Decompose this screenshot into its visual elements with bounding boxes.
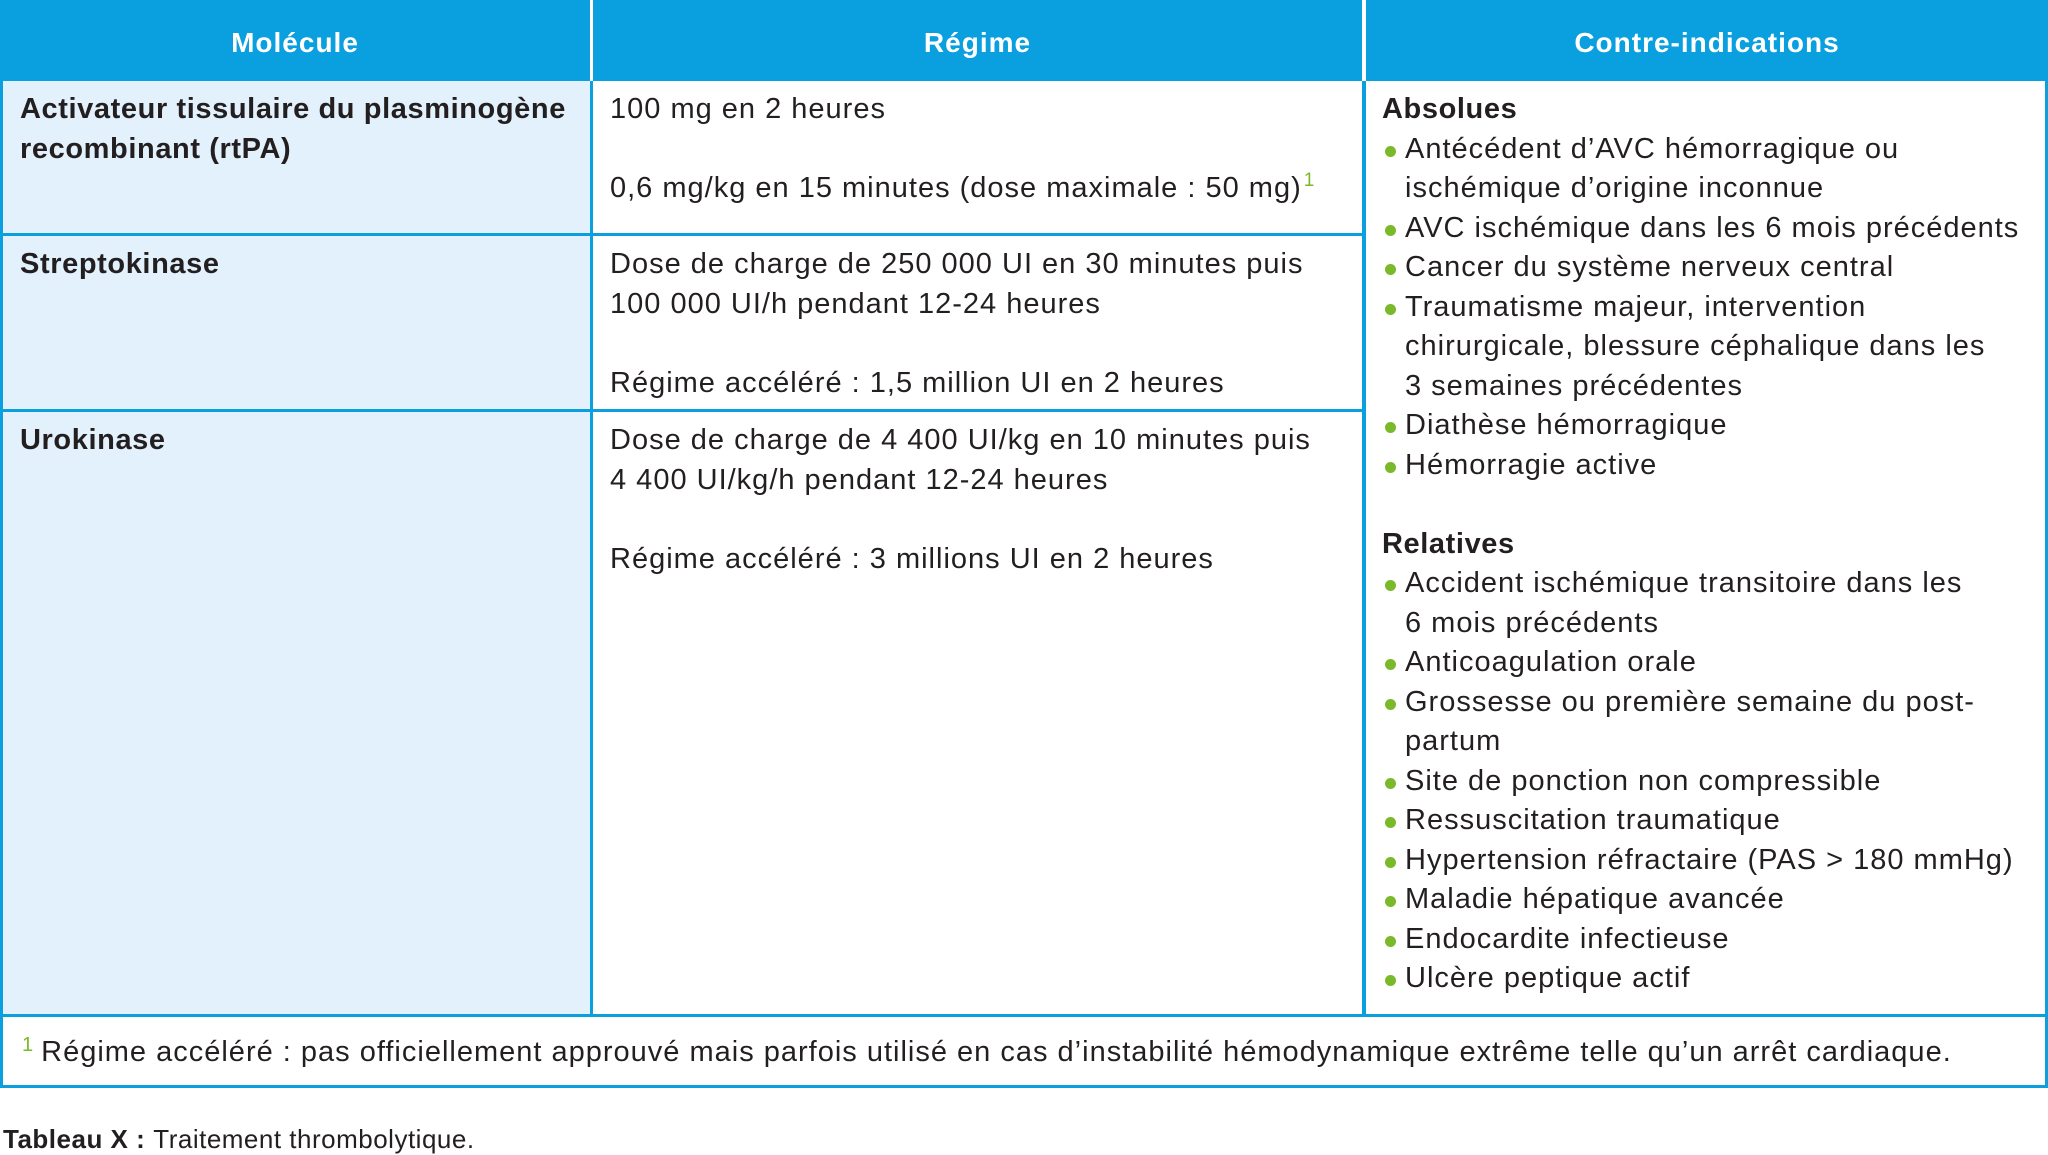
- list-item: [1382, 643, 2037, 683]
- bullet-icon: [1385, 936, 1396, 947]
- list-item-text: Ressuscitation traumatique: [1405, 804, 1781, 836]
- list-item-text: Accident ischémique transitoire dans les 6 mois précédents: [1405, 567, 1963, 639]
- molecule-name: Activateur tissulaire du plasminogène recombinant (rtPA): [20, 93, 566, 165]
- bullet-icon: [1385, 778, 1396, 789]
- list-item: [1382, 130, 2037, 209]
- list-item: [1382, 920, 2037, 960]
- regime-line: [610, 169, 1345, 209]
- section-title: Absolues: [1382, 93, 1518, 125]
- header-regime: Régime: [593, 0, 1362, 81]
- list-item: [1382, 248, 2037, 288]
- contraindication-list: [1382, 130, 2037, 486]
- footnote-text: Régime accéléré : pas officiellement approuvé mais parfois utilisé en cas d’instabilité hémodynamique extrême telle qu’un arrêt cardiaque.: [41, 1036, 1952, 1068]
- bullet-icon: [1385, 146, 1396, 157]
- list-item-text: Grossesse ou première semaine du post-partum: [1405, 685, 1975, 757]
- table-caption: [3, 1124, 475, 1154]
- relative-contraindications: [1382, 525, 2037, 999]
- molecule-name: Streptokinase: [20, 248, 220, 280]
- regime-line: 100 mg en 2 heures: [610, 93, 886, 125]
- bullet-icon: [1385, 422, 1396, 433]
- caption-label: Tableau X :: [3, 1124, 146, 1154]
- bullet-icon: [1385, 659, 1396, 670]
- table-footnote: [3, 1017, 2045, 1085]
- contraindications-cell: [1366, 81, 2045, 1014]
- molecule-cell-rtpa: [3, 81, 590, 233]
- caption-text: Traitement thrombolytique.: [153, 1124, 475, 1154]
- bullet-icon: [1385, 699, 1396, 710]
- list-item-text: Ulcère peptique actif: [1405, 962, 1691, 994]
- list-item: [1382, 841, 2037, 881]
- bullet-icon: [1385, 975, 1396, 986]
- footnote-reference: 1: [1303, 170, 1315, 191]
- absolute-contraindications: [1382, 90, 2037, 485]
- list-item-text: Endocardite infectieuse: [1405, 922, 1730, 955]
- section-title: Relatives: [1382, 527, 1515, 560]
- regime-cell-urokinase: [593, 412, 1362, 1014]
- bullet-icon: [1385, 462, 1396, 473]
- header-molecule: Molécule: [0, 0, 590, 81]
- list-item-text: AVC ischémique dans les 6 mois précédents: [1405, 211, 2020, 244]
- bullet-icon: [1385, 896, 1396, 907]
- bullet-icon: [1385, 225, 1396, 236]
- bullet-icon: [1385, 817, 1396, 828]
- list-item: [1382, 406, 2037, 446]
- list-item-text: Cancer du système nerveux central: [1405, 251, 1895, 283]
- footnote-marker: 1: [22, 1034, 34, 1056]
- list-item-text: Maladie hépatique avancée: [1405, 883, 1785, 915]
- list-item-text: Site de ponction non compressible: [1405, 764, 1882, 797]
- regime-cell-rtpa: [593, 81, 1362, 233]
- list-item: [1382, 762, 2037, 802]
- list-item-text: Hémorragie active: [1405, 448, 1658, 481]
- list-item-text: Antécédent d’AVC hémorragique ou ischémique d’origine inconnue: [1405, 132, 1900, 204]
- regime-cell-streptokinase: [593, 236, 1362, 409]
- bullet-icon: [1385, 264, 1396, 275]
- list-item: [1382, 564, 2037, 643]
- list-item: [1382, 446, 2037, 486]
- table-header-row: [0, 0, 2048, 81]
- molecule-cell-urokinase: [3, 412, 590, 1014]
- header-contraindications: Contre-indications: [1366, 0, 2048, 81]
- regime-text: 0,6 mg/kg en 15 minutes (dose maximale : 50 mg): [610, 172, 1302, 204]
- list-item: [1382, 959, 2037, 999]
- bullet-icon: [1385, 304, 1396, 315]
- contraindication-list: [1382, 564, 2037, 999]
- list-item: [1382, 288, 2037, 407]
- regime-line: Dose de charge de 4 400 UI/kg en 10 minutes puis 4 400 UI/kg/h pendant 12-24 heures: [610, 424, 1311, 496]
- list-item: [1382, 801, 2037, 841]
- list-item-text: Anticoagulation orale: [1405, 646, 1697, 678]
- list-item: [1382, 209, 2037, 249]
- list-item-text: Diathèse hémorragique: [1405, 409, 1728, 441]
- list-item-text: Traumatisme majeur, intervention chirurgicale, blessure céphalique dans les 3 semaines précédentes: [1405, 290, 1986, 402]
- list-item: [1382, 683, 2037, 762]
- regime-line: Régime accéléré : 1,5 million UI en 2 heures: [610, 366, 1225, 399]
- regime-line: Dose de charge de 250 000 UI en 30 minutes puis 100 000 UI/h pendant 12-24 heures: [610, 248, 1304, 320]
- molecule-name: Urokinase: [20, 424, 166, 456]
- list-item: [1382, 880, 2037, 920]
- bullet-icon: [1385, 580, 1396, 591]
- regime-line: Régime accéléré : 3 millions UI en 2 heures: [610, 542, 1214, 575]
- list-item-text: Hypertension réfractaire (PAS > 180 mmHg): [1405, 843, 2014, 876]
- bullet-icon: [1385, 857, 1396, 868]
- molecule-cell-streptokinase: [3, 236, 590, 409]
